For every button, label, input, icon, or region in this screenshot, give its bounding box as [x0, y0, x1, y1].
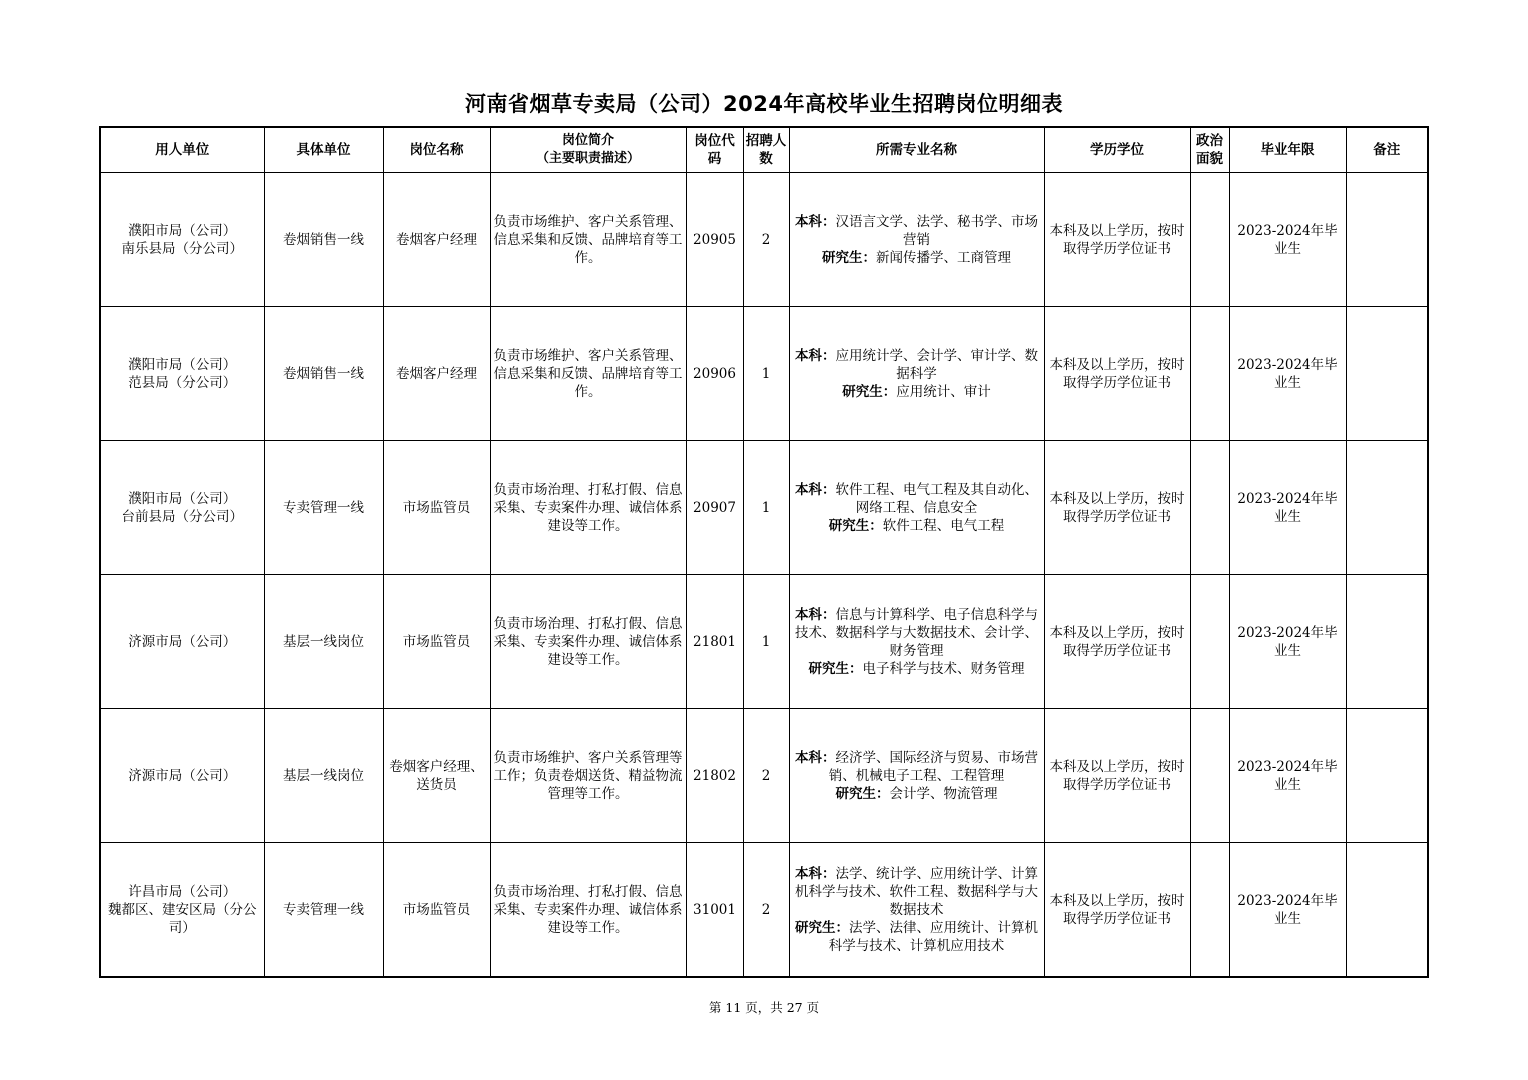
cell-grad-years: 2023-2024年毕业生	[1229, 843, 1346, 978]
undergrad-majors-text: 软件工程、电气工程及其自动化、网络工程、信息安全	[835, 481, 1038, 516]
cell-education: 本科及以上学历，按时取得学历学位证书	[1044, 307, 1190, 441]
grad-majors-text: 应用统计、审计	[896, 383, 991, 400]
table-row	[100, 709, 1428, 843]
undergrad-label: 本科：	[795, 865, 836, 882]
cell-notes	[1346, 307, 1428, 441]
cell-intro: 负责市场维护、客户关系管理、信息采集和反馈、品牌培育等工作。	[490, 173, 686, 307]
table-row	[100, 173, 1428, 307]
header-intro-main: 岗位简介	[561, 133, 614, 148]
cell-count: 1	[743, 441, 789, 575]
grad-label: 研究生：	[828, 517, 883, 534]
cell-political	[1190, 441, 1229, 575]
header-education: 学历学位	[1044, 127, 1190, 173]
cell-count: 1	[743, 575, 789, 709]
grad-majors-text: 新闻传播学、工商管理	[876, 249, 1011, 266]
cell-position: 市场监管员	[383, 441, 490, 575]
cell-grad-years: 2023-2024年毕业生	[1229, 575, 1346, 709]
cell-code: 20907	[686, 441, 743, 575]
cell-political	[1190, 307, 1229, 441]
undergrad-label: 本科：	[795, 481, 836, 498]
cell-political	[1190, 843, 1229, 978]
cell-political	[1190, 709, 1229, 843]
cell-count: 1	[743, 307, 789, 441]
cell-unit: 专卖管理一线	[264, 441, 383, 575]
cell-majors	[789, 843, 1044, 978]
cell-notes	[1346, 709, 1428, 843]
undergrad-label: 本科：	[795, 347, 836, 364]
cell-political	[1190, 173, 1229, 307]
cell-employer: 济源市局（公司）	[100, 575, 264, 709]
grad-label: 研究生：	[795, 919, 849, 936]
cell-count: 2	[743, 709, 789, 843]
cell-majors	[789, 307, 1044, 441]
cell-political	[1190, 575, 1229, 709]
cell-position: 卷烟客户经理、送货员	[383, 709, 490, 843]
job-positions-table	[99, 126, 1429, 978]
cell-grad-years: 2023-2024年毕业生	[1229, 709, 1346, 843]
undergrad-label: 本科：	[795, 213, 836, 230]
grad-majors	[792, 383, 1042, 401]
cell-code: 31001	[686, 843, 743, 978]
grad-label: 研究生：	[808, 660, 863, 677]
header-count: 招聘人数	[743, 127, 789, 173]
header-intro-sub: （主要职责描述）	[535, 151, 640, 166]
undergrad-majors-text: 信息与计算科学、电子信息科学与技术、数据科学与大数据技术、会计学、财务管理	[795, 606, 1038, 659]
table-row	[100, 441, 1428, 575]
grad-majors-text: 法学、法律、应用统计、计算机科学与技术、计算机应用技术	[828, 919, 1038, 954]
cell-employer: 许昌市局（公司） 魏都区、建安区局（分公司）	[100, 843, 264, 978]
cell-employer: 濮阳市局（公司） 台前县局（分公司）	[100, 441, 264, 575]
undergrad-majors	[792, 606, 1042, 660]
grad-majors	[792, 249, 1042, 267]
cell-notes	[1346, 441, 1428, 575]
cell-majors	[789, 709, 1044, 843]
cell-intro: 负责市场治理、打私打假、信息采集、专卖案件办理、诚信体系建设等工作。	[490, 441, 686, 575]
grad-majors-text: 软件工程、电气工程	[882, 517, 1005, 534]
cell-unit: 卷烟销售一线	[264, 173, 383, 307]
cell-intro: 负责市场维护、客户关系管理、信息采集和反馈、品牌培育等工作。	[490, 307, 686, 441]
grad-label: 研究生：	[822, 249, 876, 266]
cell-position: 卷烟客户经理	[383, 307, 490, 441]
cell-intro: 负责市场治理、打私打假、信息采集、专卖案件办理、诚信体系建设等工作。	[490, 843, 686, 978]
cell-majors	[789, 173, 1044, 307]
header-row	[100, 127, 1428, 173]
cell-position: 卷烟客户经理	[383, 173, 490, 307]
cell-majors	[789, 575, 1044, 709]
header-code: 岗位代码	[686, 127, 743, 173]
cell-code: 20905	[686, 173, 743, 307]
cell-majors	[789, 441, 1044, 575]
cell-education: 本科及以上学历，按时取得学历学位证书	[1044, 843, 1190, 978]
undergrad-majors-text: 法学、统计学、应用统计学、计算机科学与技术、软件工程、数据科学与大数据技术	[795, 865, 1038, 918]
page-title: 河南省烟草专卖局（公司）2024年高校毕业生招聘岗位明细表	[465, 92, 1063, 116]
cell-notes	[1346, 843, 1428, 978]
cell-notes	[1346, 173, 1428, 307]
grad-majors	[792, 919, 1042, 955]
undergrad-majors	[792, 865, 1042, 919]
cell-code: 21802	[686, 709, 743, 843]
cell-unit: 卷烟销售一线	[264, 307, 383, 441]
cell-education: 本科及以上学历，按时取得学历学位证书	[1044, 173, 1190, 307]
cell-employer: 濮阳市局（公司） 范县局（分公司）	[100, 307, 264, 441]
undergrad-majors-text: 经济学、国际经济与贸易、市场营销、机械电子工程、工程管理	[828, 749, 1038, 784]
table-row	[100, 843, 1428, 978]
cell-count: 2	[743, 843, 789, 978]
header-employer: 用人单位	[100, 127, 264, 173]
undergrad-majors	[792, 213, 1042, 249]
header-intro	[490, 127, 686, 173]
cell-education: 本科及以上学历，按时取得学历学位证书	[1044, 575, 1190, 709]
cell-intro: 负责市场维护、客户关系管理等工作；负责卷烟送货、精益物流管理等工作。	[490, 709, 686, 843]
cell-code: 21801	[686, 575, 743, 709]
page-number: 第 11 页，共 27 页	[708, 1000, 820, 1015]
cell-notes	[1346, 575, 1428, 709]
undergrad-majors-text: 汉语言文学、法学、秘书学、市场营销	[835, 213, 1038, 248]
cell-grad-years: 2023-2024年毕业生	[1229, 173, 1346, 307]
cell-intro: 负责市场治理、打私打假、信息采集、专卖案件办理、诚信体系建设等工作。	[490, 575, 686, 709]
cell-position: 市场监管员	[383, 575, 490, 709]
cell-count: 2	[743, 173, 789, 307]
cell-unit: 专卖管理一线	[264, 843, 383, 978]
cell-code: 20906	[686, 307, 743, 441]
cell-grad-years: 2023-2024年毕业生	[1229, 441, 1346, 575]
cell-education: 本科及以上学历，按时取得学历学位证书	[1044, 441, 1190, 575]
header-grad-years: 毕业年限	[1229, 127, 1346, 173]
header-political: 政治面貌	[1190, 127, 1229, 173]
grad-label: 研究生：	[835, 785, 890, 802]
undergrad-majors	[792, 347, 1042, 383]
header-unit: 具体单位	[264, 127, 383, 173]
undergrad-majors	[792, 481, 1042, 517]
grad-majors	[792, 517, 1042, 535]
cell-grad-years: 2023-2024年毕业生	[1229, 307, 1346, 441]
table-row	[100, 575, 1428, 709]
undergrad-majors-text: 应用统计学、会计学、审计学、数据科学	[835, 347, 1038, 382]
header-majors: 所需专业名称	[789, 127, 1044, 173]
grad-label: 研究生：	[842, 383, 897, 400]
table-row	[100, 307, 1428, 441]
cell-education: 本科及以上学历，按时取得学历学位证书	[1044, 709, 1190, 843]
undergrad-label: 本科：	[795, 606, 836, 623]
undergrad-label: 本科：	[795, 749, 836, 766]
undergrad-majors	[792, 749, 1042, 785]
cell-unit: 基层一线岗位	[264, 575, 383, 709]
header-position: 岗位名称	[383, 127, 490, 173]
cell-employer: 济源市局（公司）	[100, 709, 264, 843]
cell-position: 市场监管员	[383, 843, 490, 978]
grad-majors-text: 会计学、物流管理	[889, 785, 998, 802]
grad-majors	[792, 785, 1042, 803]
grad-majors-text: 电子科学与技术、财务管理	[862, 660, 1025, 677]
cell-unit: 基层一线岗位	[264, 709, 383, 843]
cell-employer: 濮阳市局（公司） 南乐县局（分公司）	[100, 173, 264, 307]
header-notes: 备注	[1346, 127, 1428, 173]
grad-majors	[792, 660, 1042, 678]
